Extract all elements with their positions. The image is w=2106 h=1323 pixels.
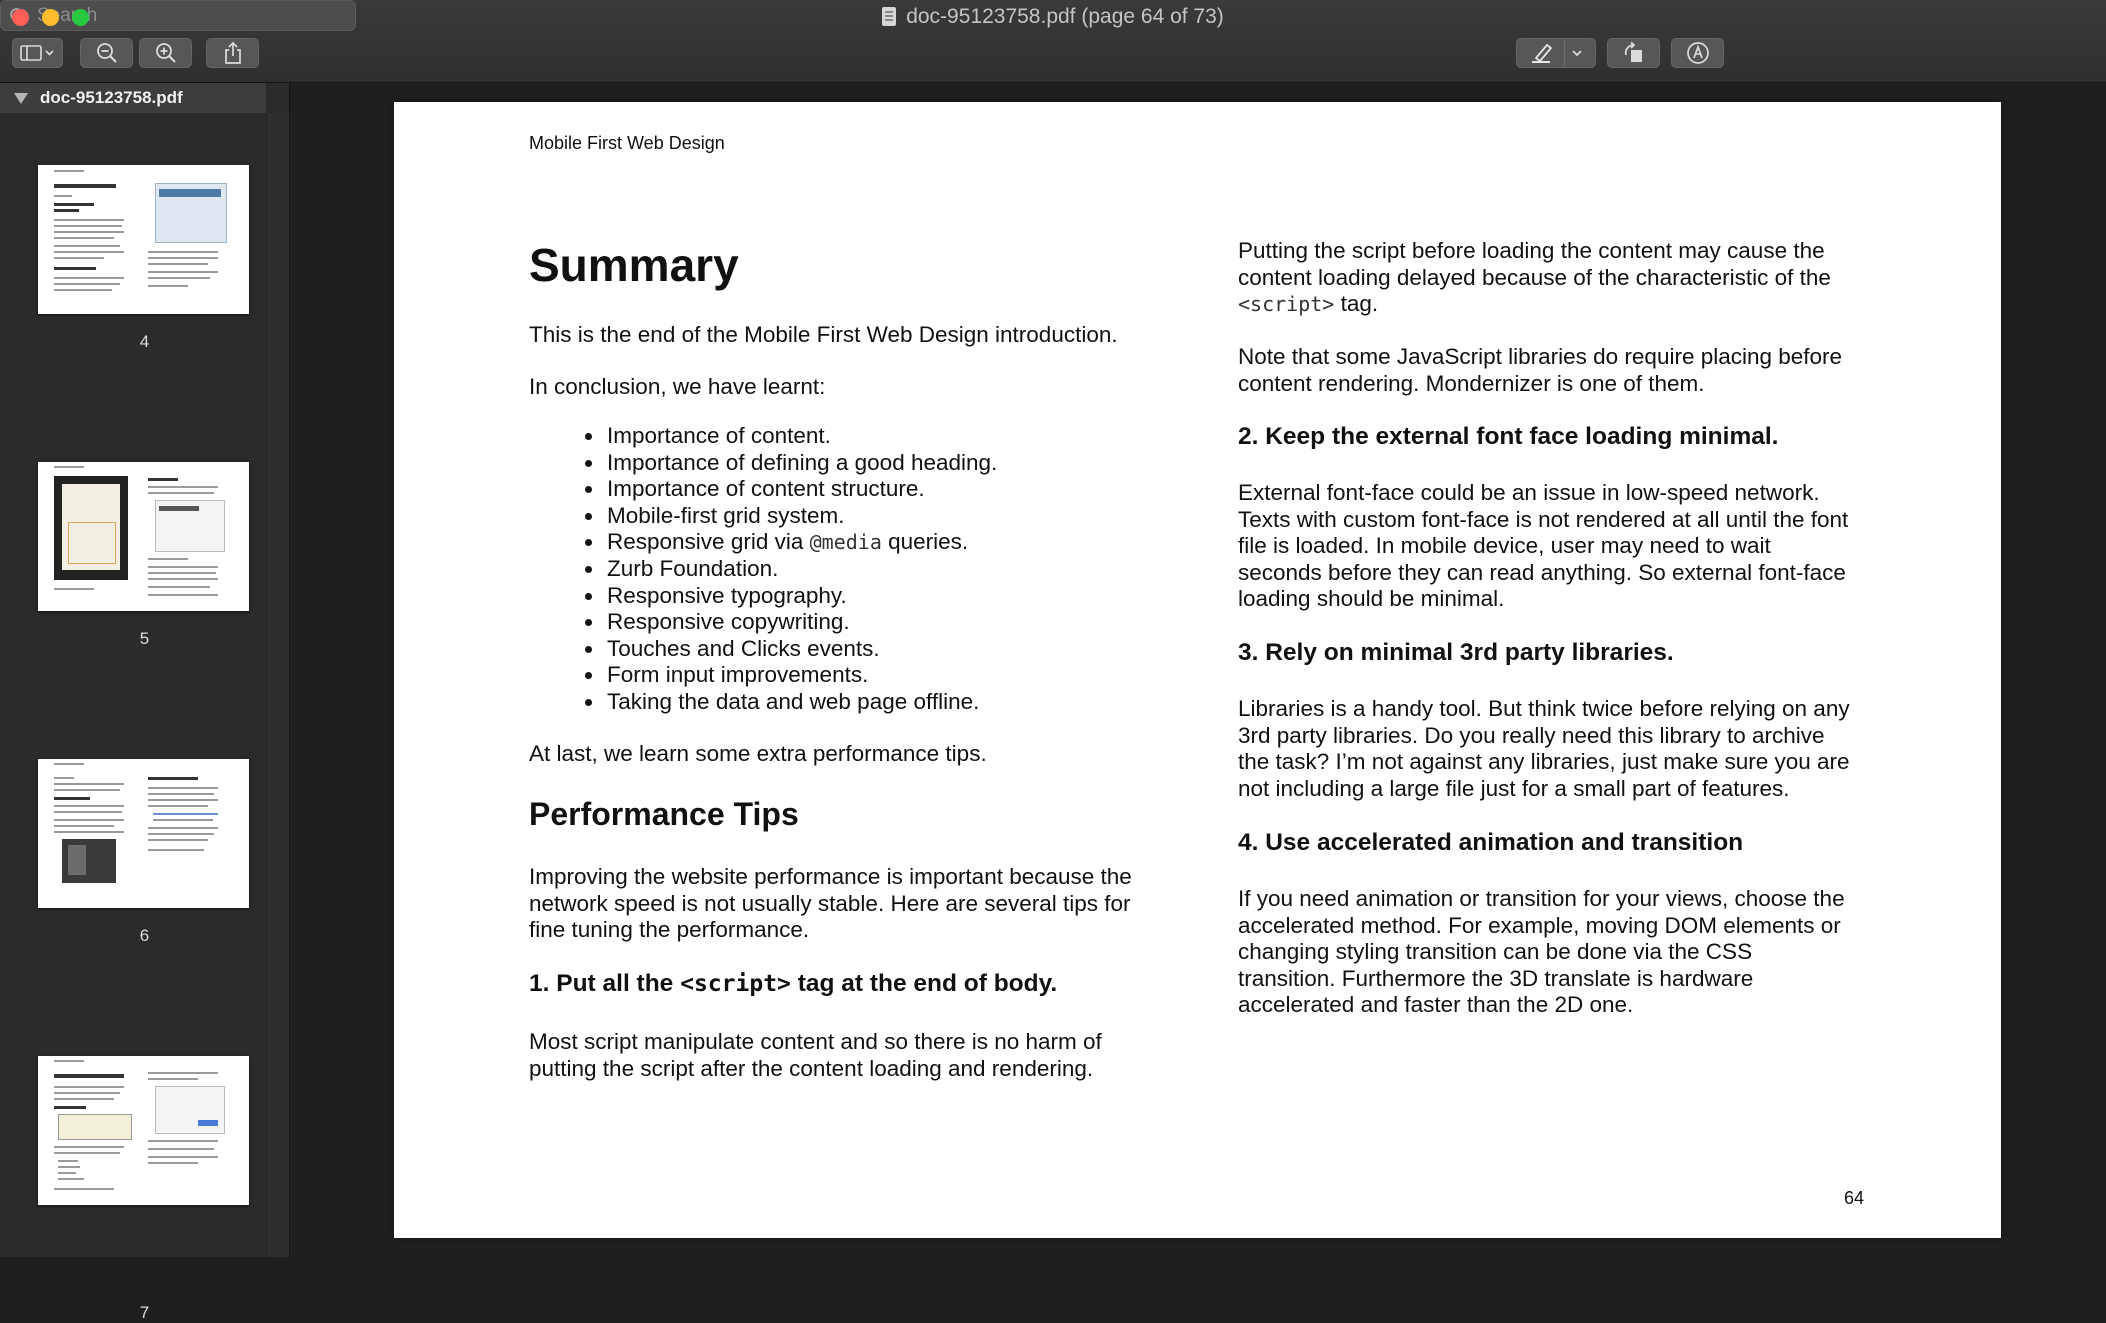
paragraph-line <box>1238 291 1831 318</box>
paragraph-line: Improving the website performance is important because the <box>529 864 1132 889</box>
performance-tips-heading: Performance Tips <box>529 796 799 832</box>
rotate-button[interactable] <box>1607 38 1660 68</box>
toolbar-separator <box>1564 40 1565 66</box>
paragraph-line: the task? I’m not against any libraries, just make sure you are <box>1238 749 1850 774</box>
sidebar-toggle-button[interactable] <box>12 38 63 68</box>
paragraph-line: file is loaded. In mobile device, user may need to wait <box>1238 533 1771 558</box>
paragraph-line: not including a large file just for a small part of features. <box>1238 775 1790 801</box>
tip-3-paragraph <box>1238 696 1850 802</box>
paragraph-line: fine tuning the performance. <box>529 917 810 942</box>
paragraph-line: If you need animation or transition for your views, choose the <box>1238 886 1845 911</box>
tip-4-heading: 4. Use accelerated animation and transition <box>1238 829 1744 856</box>
paragraph-line: External font-face could be an issue in low-speed network. <box>1238 480 1820 505</box>
pdf-page <box>394 102 2001 1238</box>
window-title <box>0 3 2106 31</box>
zoom-out-icon <box>96 42 118 64</box>
inline-code: @media <box>809 530 882 555</box>
tip-3-heading: 3. Rely on minimal 3rd party libraries. <box>1238 639 1674 666</box>
summary-heading: Summary <box>529 239 739 291</box>
sidebar-scrollbar[interactable] <box>266 113 289 1257</box>
list-item: • Touches and Clicks events. <box>605 636 1205 663</box>
at-last-paragraph: At last, we learn some extra performance tips. <box>529 741 987 766</box>
list-item: • Responsive copywriting. <box>605 609 1205 636</box>
share-icon <box>223 41 243 65</box>
conclusion-paragraph: In conclusion, we have learnt: <box>529 374 826 399</box>
title-bar <box>0 0 2106 83</box>
list-item: • Responsive typography. <box>605 583 1205 610</box>
page-thumbnail-5[interactable] <box>38 462 249 611</box>
thumbnail-page-number: 7 <box>139 1303 150 1322</box>
intro-paragraph: This is the end of the Mobile First Web Design introduction. <box>529 322 1118 347</box>
markup-toolbar-button[interactable] <box>1671 38 1724 68</box>
highlight-tool-button[interactable] <box>1516 38 1596 68</box>
script-placement-paragraph <box>1238 238 1831 318</box>
list-item: • Zurb Foundation. <box>605 556 1205 583</box>
markup-pen-icon <box>1686 41 1710 65</box>
page-number: 64 <box>1844 1188 1865 1208</box>
disclosure-triangle-icon[interactable] <box>14 93 28 104</box>
tip-1-paragraph <box>529 1029 1102 1082</box>
tip-1-heading <box>529 970 1057 998</box>
list-item-text: Responsive grid via <box>607 529 810 555</box>
thumbnail-sidebar <box>0 83 290 1322</box>
chevron-down-icon[interactable] <box>1571 48 1583 58</box>
paragraph-line: transition. Furthermore the 3D translate is hardware <box>1238 965 1754 991</box>
sidebar-document-name: doc-95123758.pdf <box>40 88 183 107</box>
paragraph-line: network speed is not usually stable. Here are several tips for <box>529 890 1131 916</box>
paragraph-line: 3rd party libraries. Do you really need this library to archive <box>1238 722 1825 748</box>
list-item: • Taking the data and web page offline. <box>605 689 1205 716</box>
paragraph-line: accelerated method. For example, moving DOM elements or <box>1238 912 1841 938</box>
list-item: • Importance of defining a good heading. <box>605 450 1205 477</box>
inline-code: <script> <box>680 971 791 997</box>
tip-4-paragraph <box>1238 886 1845 1019</box>
paragraph-line: Libraries is a handy tool. But think twice before relying on any <box>1238 696 1850 721</box>
zoom-in-icon <box>155 42 177 64</box>
paragraph-line: Texts with custom font-face is not rendered at all until the font <box>1238 506 1849 532</box>
tip-2-heading: 2. Keep the external font face loading minimal. <box>1238 423 1779 450</box>
thumbnail-page-number: 4 <box>139 332 150 351</box>
tip-heading-text: tag at the end of body. <box>790 970 1058 997</box>
zoom-out-button[interactable] <box>80 38 133 68</box>
inline-code: <script> <box>1238 292 1335 316</box>
page-thumbnail-4[interactable] <box>38 165 249 314</box>
paragraph-line: Most script manipulate content and so there is no harm of <box>529 1029 1102 1054</box>
list-item: • Mobile-first grid system. <box>605 503 1205 530</box>
sidebar-icon <box>20 44 56 62</box>
learnt-list <box>529 423 1205 716</box>
javascript-libraries-note <box>1238 344 1842 397</box>
paragraph-line: content loading delayed because of the characteristic of the <box>1238 264 1831 290</box>
paragraph-line: Note that some JavaScript libraries do require placing before <box>1238 344 1843 369</box>
window-title-text: doc-95123758.pdf (page 64 of 73) <box>906 5 1224 28</box>
list-item: • Importance of content. <box>605 423 1205 450</box>
list-item: • Form input improvements. <box>605 662 1205 689</box>
pdf-document-icon <box>882 7 896 26</box>
page-thumbnail-7[interactable] <box>38 1056 249 1205</box>
sidebar-document-header[interactable] <box>0 83 266 113</box>
paragraph-line: accelerated and faster than the 2D one. <box>1238 992 1634 1017</box>
paragraph-line: putting the script after the content loading and rendering. <box>529 1055 1094 1081</box>
running-header: Mobile First Web Design <box>529 133 725 153</box>
tip-heading-text: 1. Put all the <box>529 970 681 997</box>
list-item <box>605 529 1205 556</box>
page-thumbnail-6[interactable] <box>38 759 249 908</box>
rotate-left-icon <box>1622 41 1646 65</box>
tip-2-paragraph <box>1238 480 1848 613</box>
zoom-in-button[interactable] <box>139 38 192 68</box>
list-item-text: queries. <box>881 529 969 555</box>
highlighter-icon <box>1530 42 1558 64</box>
share-button[interactable] <box>206 38 259 68</box>
paragraph-text: tag. <box>1334 291 1379 316</box>
thumbnail-page-number: 6 <box>139 926 150 945</box>
paragraph-line: changing styling transition can be done via the CSS <box>1238 939 1753 964</box>
paragraph-line: loading should be minimal. <box>1238 586 1505 611</box>
thumbnail-page-number: 5 <box>139 629 150 648</box>
paragraph-line: seconds before they can read anything. So external font-face <box>1238 559 1846 585</box>
paragraph-line: content rendering. Mondernizer is one of them. <box>1238 370 1705 396</box>
paragraph-line: Putting the script before loading the content may cause the <box>1238 238 1825 263</box>
performance-intro-paragraph <box>529 864 1132 944</box>
list-item: • Importance of content structure. <box>605 476 1205 503</box>
